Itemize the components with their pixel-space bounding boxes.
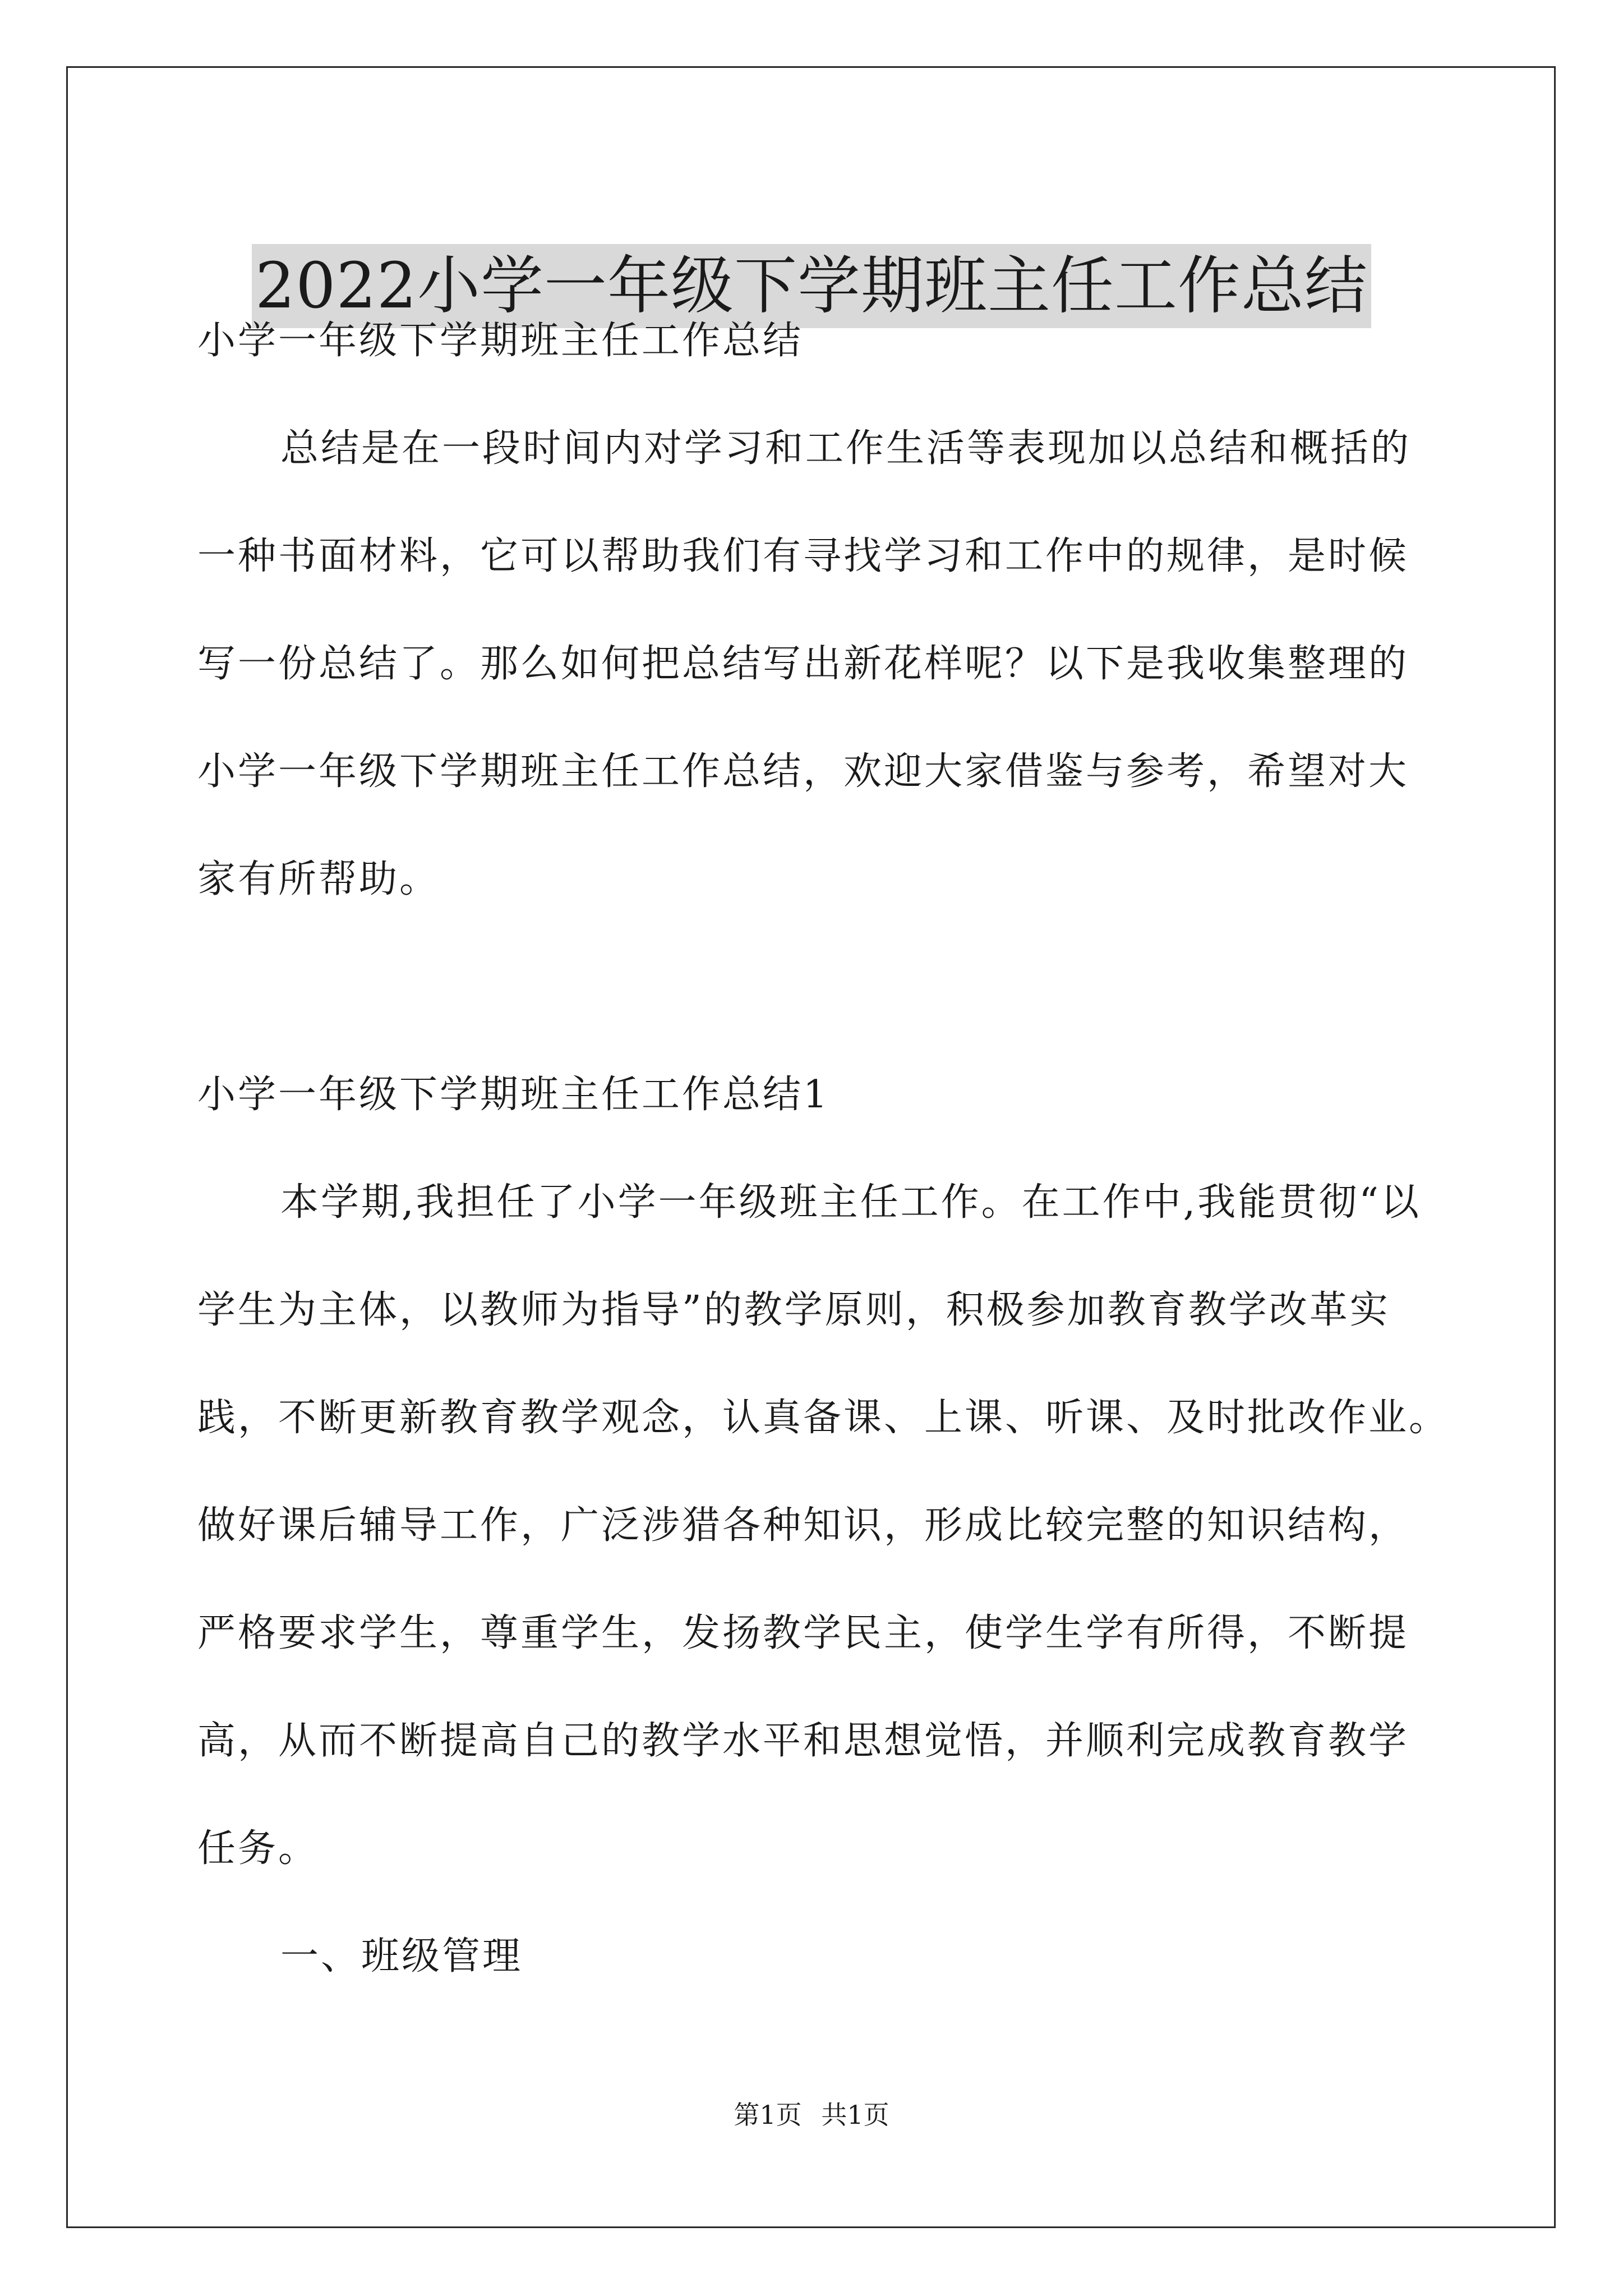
intro-line-1: 总结是在一段时间内对学习和工作生活等表现加以总结和概括的 [280,426,1412,471]
body-line-1: 本学期,我担任了小学一年级班主任工作。在工作中,我能贯彻“以 [280,1180,1421,1225]
body-line-3: 践，不断更新教育教学观念，认真备课、上课、听课、及时批改作业。 [197,1396,1450,1440]
body-line-6: 高，从而不断提高自己的教学水平和思想觉悟，并顺利完成教育教学 [197,1719,1409,1763]
document-title: 2022小学一年级下学期班主任工作总结 [252,244,1371,328]
document-body [197,314,1450,2037]
subtitle: 小学一年级下学期班主任工作总结 [197,319,804,363]
body-line-7: 任务。 [197,1826,319,1871]
page-number: 第1页 [734,2100,802,2130]
body-line-2: 学生为主体，以教师为指导”的教学原则，积极参加教育教学改革实 [197,1288,1390,1332]
intro-line-5: 家有所帮助。 [197,857,440,901]
page-total: 共1页 [821,2100,889,2130]
intro-line-2: 一种书面材料，它可以帮助我们有寻找学习和工作中的规律，是时候 [197,534,1409,578]
body-line-5: 严格要求学生，尊重学生，发扬教学民主，使学生学有所得，不断提 [197,1611,1409,1655]
section-heading-1: 小学一年级下学期班主任工作总结1 [197,1073,830,1117]
intro-line-3: 写一份总结了。那么如何把总结写出新花样呢？以下是我收集整理的 [197,642,1409,686]
subsection-heading: 一、班级管理 [280,1934,523,1978]
body-line-4: 做好课后辅导工作，广泛涉猎各种知识，形成比较完整的知识结构， [197,1503,1409,1548]
page-footer [0,2098,1623,2132]
intro-line-4: 小学一年级下学期班主任工作总结，欢迎大家借鉴与参考，希望对大 [197,749,1409,794]
